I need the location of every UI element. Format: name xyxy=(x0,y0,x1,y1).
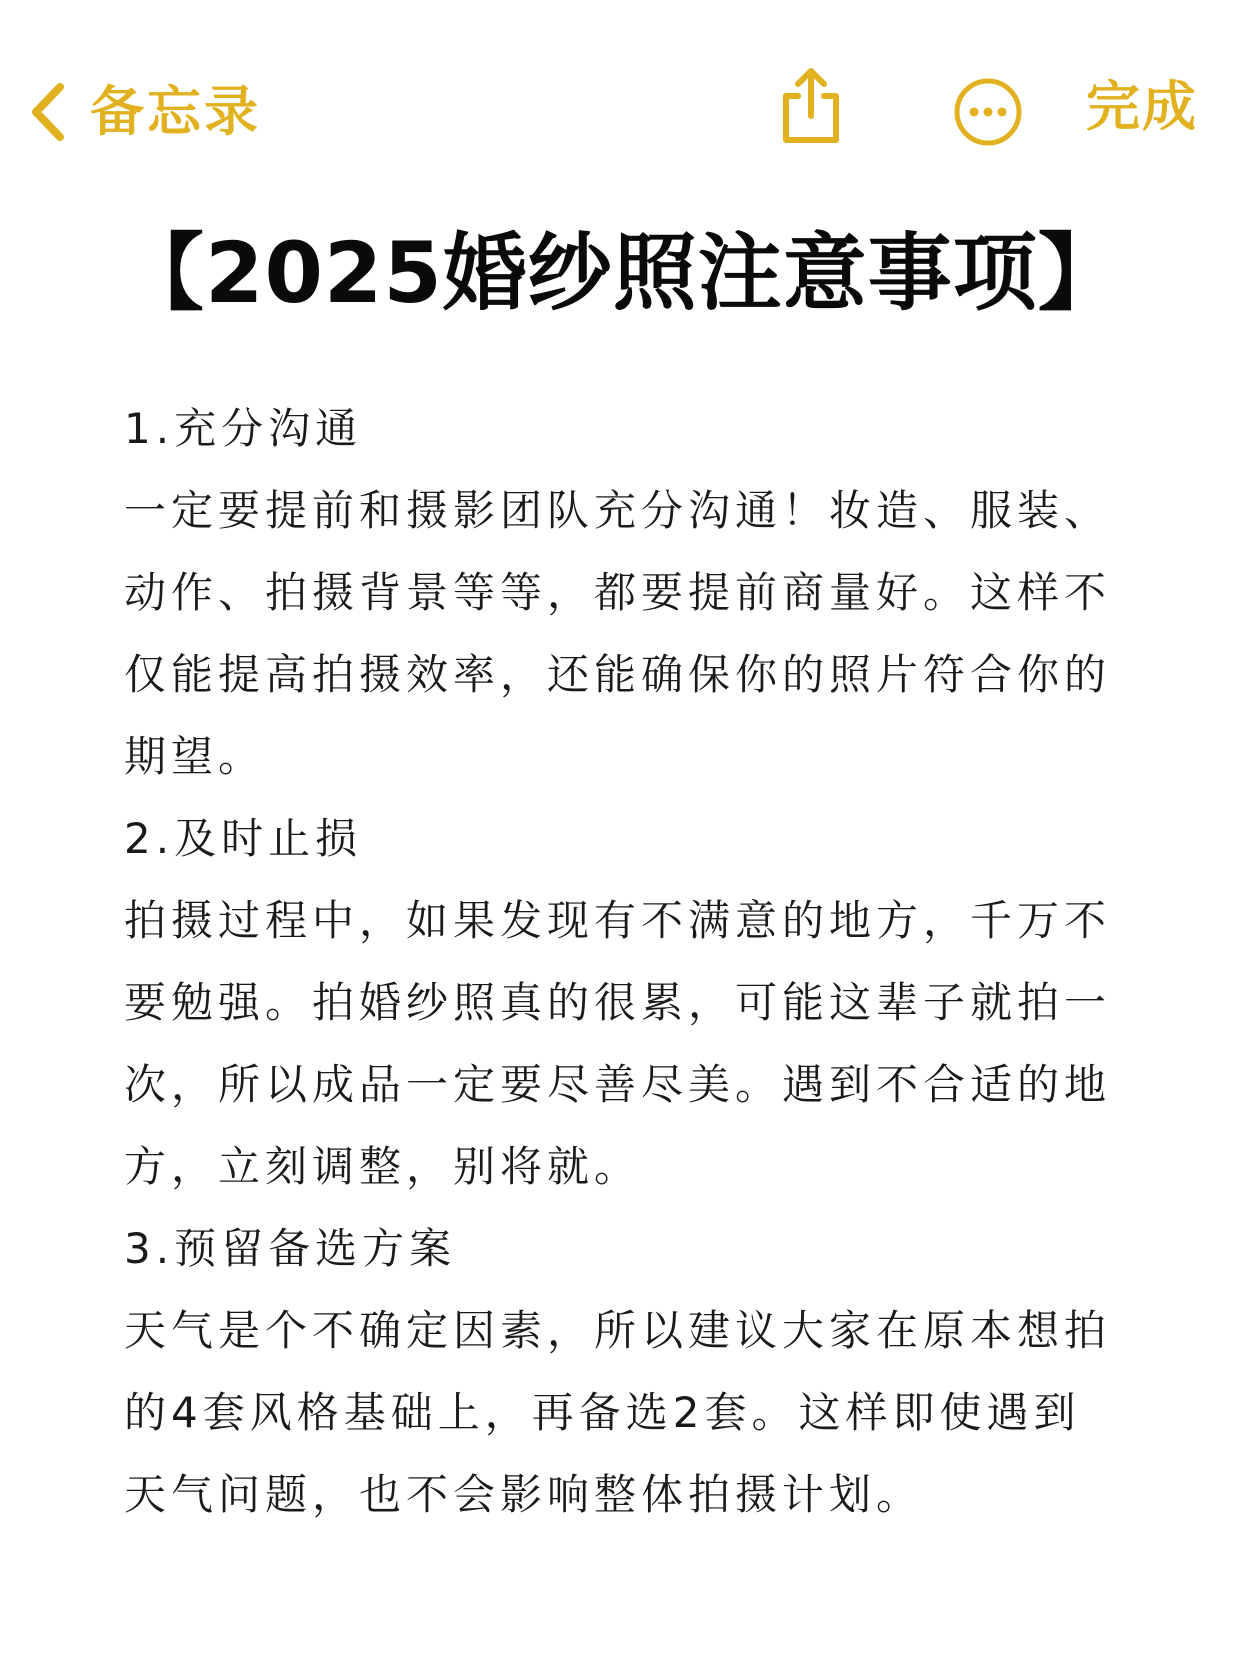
back-label: 备忘录 xyxy=(90,80,261,143)
section-heading: 2.及时止损 xyxy=(124,814,363,863)
navigation-bar xyxy=(0,0,1242,200)
section-body: 拍摄过程中，如果发现有不满意的地方，千万不要勉强。拍婚纱照真的很累，可能这辈子就拍一次，所以成品一定要尽善尽美。遇到不合适的地方，立刻调整，别将就。 xyxy=(124,896,1112,1191)
section-heading: 1.充分沟通 xyxy=(124,404,363,453)
section-body: 一定要提前和摄影团队充分沟通！妆造、服装、动作、拍摄背景等等，都要提前商量好。这样不仅能提高拍摄效率，还能确保你的照片符合你的期望。 xyxy=(124,486,1112,781)
share-button[interactable] xyxy=(778,66,844,150)
share-icon xyxy=(778,131,844,150)
done-button[interactable]: 完成 xyxy=(1086,75,1198,138)
section-body: 天气是个不确定因素，所以建议大家在原本想拍的4套风格基础上，再备选2套。这样即使遇到天气问题，也不会影响整体拍摄计划。 xyxy=(124,1306,1112,1519)
chevron-left-icon xyxy=(28,81,68,143)
more-button[interactable] xyxy=(953,77,1023,151)
back-button[interactable] xyxy=(28,72,261,152)
note-body[interactable] xyxy=(124,388,1124,1536)
section-heading: 3.预留备选方案 xyxy=(124,1224,457,1273)
note-title: 【2025婚纱照注意事项】 xyxy=(120,224,1123,322)
more-icon xyxy=(953,132,1023,151)
